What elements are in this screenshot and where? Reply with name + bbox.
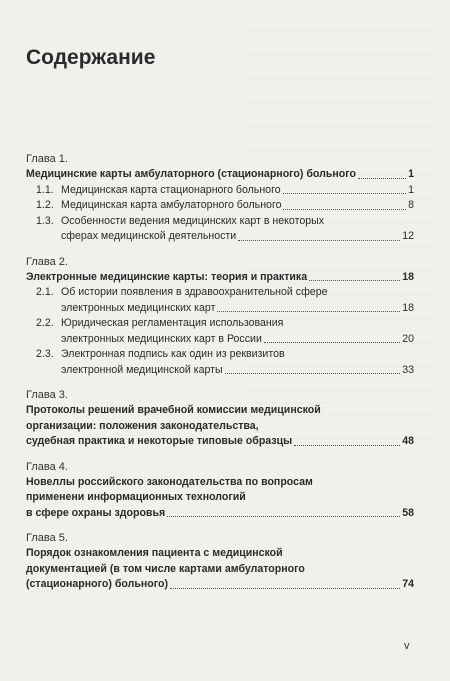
chapter-title-line: документацией (в том числе картами амбулаторного xyxy=(26,562,305,575)
dot-leader xyxy=(167,516,400,517)
section-title-text: Медицинская карта амбулаторного больного xyxy=(61,199,282,211)
chapter-entry xyxy=(26,531,414,593)
section-title xyxy=(61,363,414,379)
section-entry xyxy=(36,183,414,199)
section-title xyxy=(61,229,414,245)
chapter-title-text: Медицинские карты амбулаторного (стационарного) больного xyxy=(26,168,356,180)
section-body xyxy=(61,214,414,245)
chapter-title-page: 48 xyxy=(402,435,414,447)
chapter-label: Глава 2. xyxy=(26,255,68,268)
section-title-page: 12 xyxy=(402,230,414,242)
dot-leader xyxy=(309,280,400,281)
chapter-title-page: 18 xyxy=(402,270,414,283)
chapter-title-page: 1 xyxy=(408,168,414,180)
chapter-title xyxy=(26,434,414,450)
dot-leader xyxy=(294,445,400,446)
dot-leader xyxy=(217,311,400,312)
chapter-title-text: (стационарного) больного) xyxy=(26,578,168,590)
section-title-page: 8 xyxy=(408,199,414,211)
section-title-text: электронных медицинских карт xyxy=(61,301,216,314)
page-number: v xyxy=(404,640,410,652)
dot-leader xyxy=(358,178,406,179)
section-title-line: Электронная подпись как один из реквизитов xyxy=(61,348,285,360)
section-body xyxy=(61,198,414,214)
section-body xyxy=(61,347,414,378)
section-body xyxy=(61,285,414,316)
chapter-title-line: Порядок ознакомления пациента с медицинской xyxy=(26,547,283,559)
chapter-title-line: организации: положения законодательства, xyxy=(26,419,259,432)
dot-leader xyxy=(170,588,400,589)
section-number: 1.3. xyxy=(36,214,54,227)
dot-leader xyxy=(264,342,400,343)
section-number: 2.2. xyxy=(36,317,54,329)
section-entry xyxy=(36,316,414,347)
section-title-text: электронной медицинской карты xyxy=(61,363,223,376)
section-body xyxy=(61,316,414,347)
chapter-label: Глава 1. xyxy=(26,153,68,165)
section-title-page: 1 xyxy=(408,183,414,196)
section-number: 1.1. xyxy=(36,183,54,196)
section-title-text: Медицинская карта стационарного больного xyxy=(61,183,281,196)
section-title-line: Особенности ведения медицинских карт в некоторых xyxy=(61,214,325,227)
table-of-contents xyxy=(26,152,414,603)
section-number: 2.3. xyxy=(36,348,54,360)
section-title-page: 33 xyxy=(402,363,414,376)
section-number: 2.1. xyxy=(36,286,54,298)
dot-leader xyxy=(283,209,406,210)
section-title xyxy=(61,198,414,214)
chapter-title-text: судебная практика и некоторые типовые образцы xyxy=(26,435,293,447)
section-title-line: Об истории появления в здравоохранительной сфере xyxy=(61,286,328,298)
chapter-title-line: Новеллы российского законодательства по вопросам xyxy=(26,475,313,488)
chapter-entry xyxy=(26,388,414,450)
chapter-title-line: применени информационных технологий xyxy=(26,491,246,503)
chapter-title xyxy=(26,506,414,522)
chapter-title-text: Электронные медицинские карты: теория и практика xyxy=(26,270,308,283)
chapter-title-text: в сфере охраны здоровья xyxy=(26,506,166,519)
section-title-page: 18 xyxy=(402,301,414,314)
section-entry xyxy=(36,285,414,316)
chapter-entry xyxy=(26,460,414,522)
chapter-title-line: Протоколы решений врачебной комиссии медицинской xyxy=(26,404,321,416)
section-body xyxy=(61,183,414,199)
chapter-entry xyxy=(26,152,414,245)
dot-leader xyxy=(283,193,407,194)
section-title-line: Юридическая регламентация использования xyxy=(61,317,284,329)
section-title xyxy=(61,301,414,317)
section-entry xyxy=(36,347,414,378)
section-number: 1.2. xyxy=(36,199,54,211)
section-title xyxy=(61,332,414,348)
dot-leader xyxy=(238,240,400,241)
chapter-title xyxy=(26,167,414,183)
chapter-title xyxy=(26,577,414,593)
chapter-title xyxy=(26,270,414,286)
chapter-entry xyxy=(26,255,414,379)
section-title xyxy=(61,183,414,199)
page-title: Содержание xyxy=(26,46,156,69)
section-entry xyxy=(36,214,414,245)
chapter-title-page: 58 xyxy=(402,506,414,519)
section-entry xyxy=(36,198,414,214)
section-title-text: электронных медицинских карт в России xyxy=(61,332,262,345)
section-title-page: 20 xyxy=(402,332,414,345)
dot-leader xyxy=(225,373,401,374)
chapter-label: Глава 5. xyxy=(26,532,68,544)
chapter-label: Глава 3. xyxy=(26,389,68,401)
chapter-label: Глава 4. xyxy=(26,460,68,473)
chapter-title-page: 74 xyxy=(402,578,414,590)
section-title-text: сферах медицинской деятельности xyxy=(61,230,237,242)
